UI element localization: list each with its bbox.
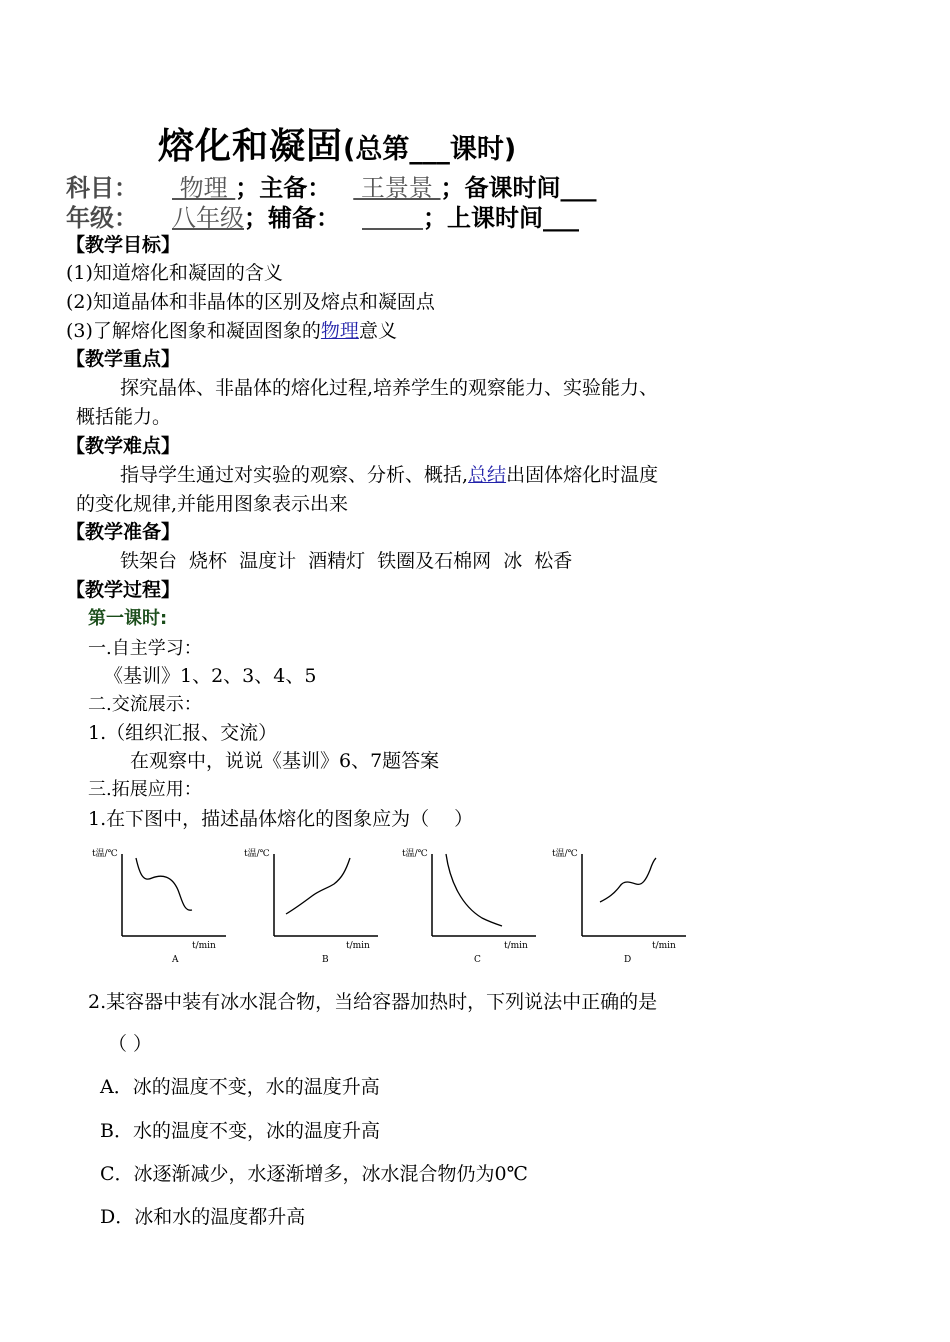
key-points-line-1: 探究晶体、非晶体的熔化过程,培养学生的观察能力、实验能力、 bbox=[120, 377, 659, 399]
question-2-stem: 2.某容器中装有冰水混合物，当给容器加热时，下列说法中正确的是 bbox=[88, 991, 658, 1013]
graph-b-ylabel: t温/℃ bbox=[244, 849, 270, 859]
class-time-value: ___ bbox=[543, 204, 580, 232]
graph-b-caption: B bbox=[322, 955, 329, 965]
key-points-heading: 【教学重点】 bbox=[66, 348, 181, 370]
lesson-label: 第一课时: bbox=[88, 608, 168, 629]
graph-c bbox=[396, 842, 546, 970]
prep-time-value: ___ bbox=[560, 174, 597, 202]
title-main: 熔化和凝固 bbox=[158, 126, 344, 167]
subject-value: 物理 bbox=[172, 174, 236, 202]
goal-item-1: (1)知道熔化和凝固的含义 bbox=[66, 262, 283, 284]
summary-link[interactable]: 总结 bbox=[468, 464, 507, 486]
graph-d-curve bbox=[600, 858, 656, 902]
section-extension: 三.拓展应用： bbox=[88, 779, 202, 800]
class-time-label: ；上课时间 bbox=[423, 204, 544, 232]
graph-c-xlabel: t/min bbox=[504, 941, 528, 951]
graph-b-xlabel: t/min bbox=[346, 941, 370, 951]
graph-d bbox=[546, 842, 696, 970]
meta-row-grade bbox=[66, 198, 579, 233]
question-1: 1.在下图中，描述晶体熔化的图象应为（ ） bbox=[88, 808, 474, 830]
graph-b bbox=[238, 842, 388, 970]
physics-link[interactable]: 物理 bbox=[320, 320, 359, 342]
difficulties-line-1 bbox=[120, 460, 658, 487]
difficulties-heading: 【教学难点】 bbox=[66, 435, 181, 457]
graph-a-ylabel: t温/℃ bbox=[92, 849, 118, 859]
goal-item-3 bbox=[66, 316, 397, 343]
question-2-option-a: A．冰的温度不变，水的温度升高 bbox=[100, 1076, 380, 1098]
difficulties-line-1-suffix: 出固体熔化时温度 bbox=[506, 464, 659, 486]
preparation-heading: 【教学准备】 bbox=[66, 521, 181, 543]
key-points-line-2: 概括能力。 bbox=[76, 406, 172, 428]
assist-label: ；辅备： bbox=[244, 204, 340, 232]
question-2-option-c: C．冰逐渐减少，水逐渐增多，冰水混合物仍为0℃ bbox=[100, 1163, 528, 1185]
graph-d-caption: D bbox=[624, 955, 632, 965]
author-label: ；主备： bbox=[235, 174, 332, 202]
author-value: 王景景 bbox=[353, 174, 441, 202]
goal-item-3-suffix: 意义 bbox=[358, 320, 397, 342]
preparation-text: 铁架台 烧杯 温度计 酒精灯 铁圈及石棉网 冰 松香 bbox=[120, 550, 573, 572]
exchange-text: 在观察中，说说《基训》6、7题答案 bbox=[130, 750, 440, 772]
subject-label: 科目： bbox=[66, 174, 138, 202]
page-title bbox=[158, 118, 516, 169]
question-2-paren: （ ） bbox=[108, 1033, 153, 1055]
prep-time-label: ；备课时间 bbox=[440, 174, 561, 202]
graph-d-ylabel: t温/℃ bbox=[552, 849, 578, 859]
question-2-option-d: D．冰和水的温度都升高 bbox=[100, 1206, 306, 1228]
process-heading: 【教学过程】 bbox=[66, 579, 181, 601]
graph-a-xlabel: t/min bbox=[192, 941, 216, 951]
assist-value bbox=[362, 204, 423, 232]
goal-item-2: (2)知道晶体和非晶体的区别及熔点和凝固点 bbox=[66, 291, 435, 313]
grade-label: 年级： bbox=[66, 204, 138, 232]
difficulties-line-2: 的变化规律,并能用图象表示出来 bbox=[76, 493, 349, 515]
question-2-option-b: B．水的温度不变，冰的温度升高 bbox=[100, 1120, 380, 1142]
graph-c-curve bbox=[446, 854, 502, 926]
goals-heading: 【教学目标】 bbox=[66, 234, 181, 256]
section-exchange: 二.交流展示： bbox=[88, 694, 202, 715]
graph-b-curve bbox=[286, 858, 350, 914]
graph-c-ylabel: t温/℃ bbox=[402, 849, 428, 859]
graph-a bbox=[86, 842, 236, 970]
section-self-study: 一.自主学习： bbox=[88, 638, 202, 659]
difficulties-line-1-prefix: 指导学生通过对实验的观察、分析、概括, bbox=[120, 464, 469, 486]
exchange-item: 1.（组织汇报、交流） bbox=[88, 722, 278, 744]
goal-item-3-prefix: (3)了解熔化图象和凝固图象的 bbox=[66, 320, 321, 342]
self-study-text: 《基训》1、2、3、4、5 bbox=[104, 665, 317, 687]
graph-a-curve bbox=[136, 858, 192, 910]
graph-c-caption: C bbox=[474, 955, 481, 965]
graph-d-xlabel: t/min bbox=[652, 941, 676, 951]
grade-value: 八年级 bbox=[172, 204, 244, 232]
graph-a-caption: A bbox=[172, 955, 179, 965]
title-suffix: (总第___课时) bbox=[343, 134, 517, 165]
